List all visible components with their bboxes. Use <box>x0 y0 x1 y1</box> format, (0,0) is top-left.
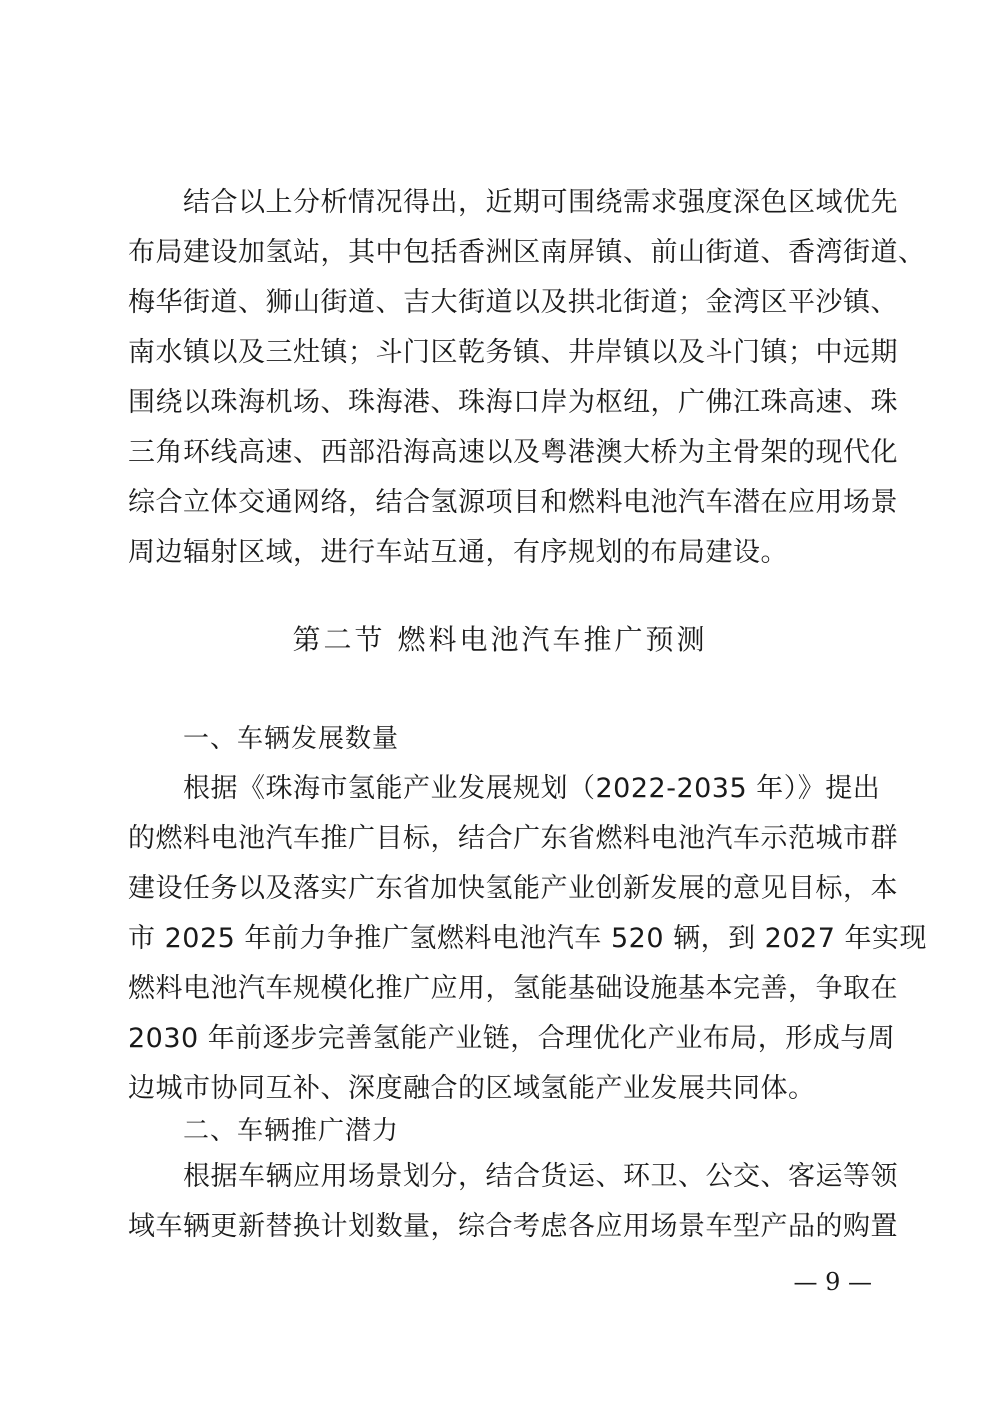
subsection-title: 一、车辆发展数量 <box>183 724 400 754</box>
text-line: 综合立体交通网络，结合氢源项目和燃料电池汽车潜在应用场景 <box>128 487 898 518</box>
text-line: 市 2025 年前力争推广氢燃料电池汽车 520 辆，到 2027 年实现 <box>128 923 927 954</box>
subsection-title: 二、车辆推广潜力 <box>183 1116 400 1146</box>
section-heading: 第二节 燃料电池汽车推广预测 <box>292 623 708 656</box>
text-line: 结合以上分析情况得出，近期可围绕需求强度深色区域优先 <box>183 187 898 218</box>
text-line: 梅华街道、狮山街道、吉大街道以及拱北街道；金湾区平沙镇、 <box>128 287 898 318</box>
text-line: 南水镇以及三灶镇；斗门区乾务镇、井岸镇以及斗门镇；中远期 <box>128 337 898 368</box>
text-line: 的燃料电池汽车推广目标，结合广东省燃料电池汽车示范城市群 <box>128 823 898 854</box>
text-line: 周边辐射区域，进行车站互通，有序规划的布局建设。 <box>128 537 788 568</box>
text-line: 燃料电池汽车规模化推广应用，氢能基础设施基本完善，争取在 <box>128 973 898 1004</box>
text-line: 三角环线高速、西部沿海高速以及粤港澳大桥为主骨架的现代化 <box>128 437 898 468</box>
text-line: 围绕以珠海机场、珠海港、珠海口岸为枢纽，广佛江珠高速、珠 <box>128 387 898 418</box>
text-line: 根据《珠海市氢能产业发展规划（2022-2035 年）》提出 <box>183 773 881 804</box>
page-number: — 9 — <box>793 1268 872 1296</box>
text-line: 建设任务以及落实广东省加快氢能产业创新发展的意见目标，本 <box>128 873 898 904</box>
text-line: 根据车辆应用场景划分，结合货运、环卫、公交、客运等领 <box>183 1161 898 1192</box>
text-line: 域车辆更新替换计划数量，综合考虑各应用场景车型产品的购置 <box>128 1211 898 1242</box>
text-line: 边城市协同互补、深度融合的区域氢能产业发展共同体。 <box>128 1073 816 1104</box>
text-line: 2030 年前逐步完善氢能产业链，合理优化产业布局，形成与周 <box>128 1023 896 1054</box>
text-line: 布局建设加氢站，其中包括香洲区南屏镇、前山街道、香湾街道、 <box>128 237 926 268</box>
